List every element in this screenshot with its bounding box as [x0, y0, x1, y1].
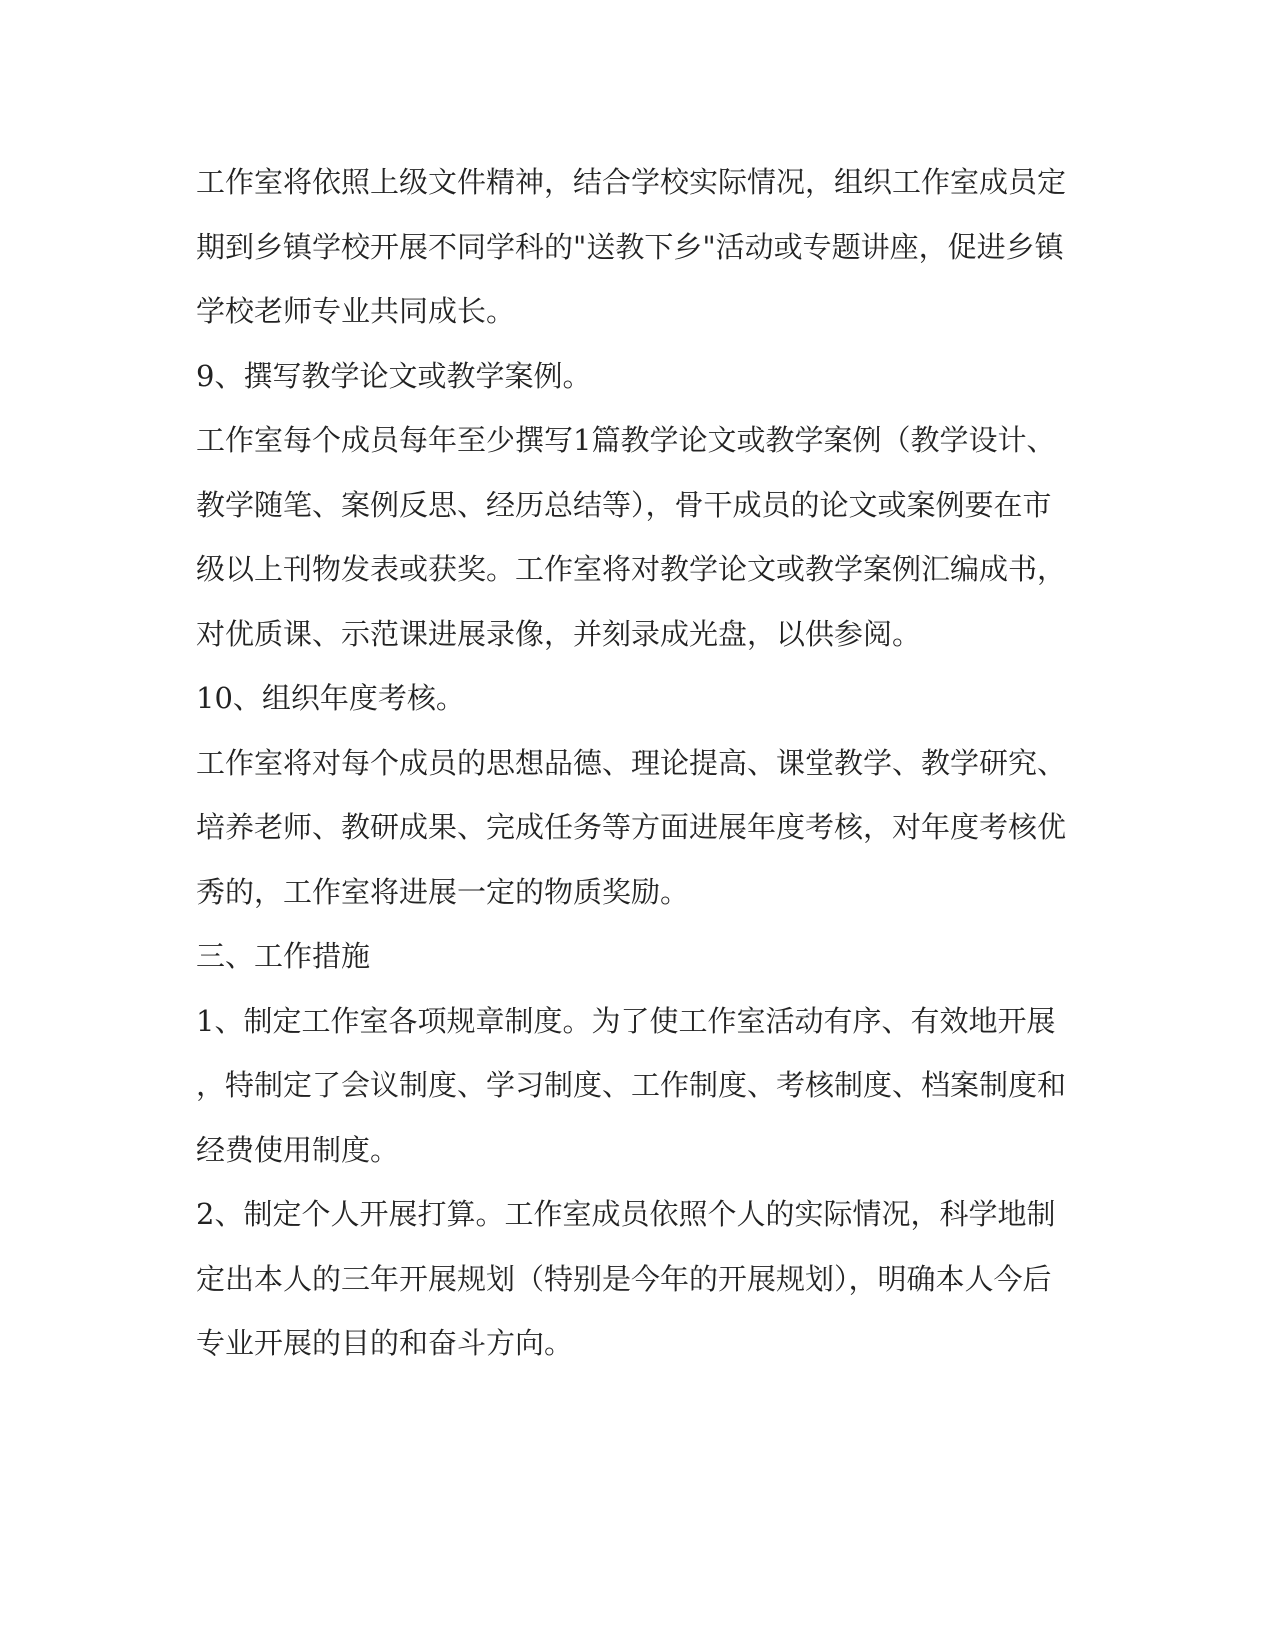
text-line: 工作室将依照上级文件精神，结合学校实际情况，组织工作室成员定 [196, 165, 1067, 199]
text-line: 2、制定个人开展打算。工作室成员依照个人的实际情况，科学地制 [196, 1197, 1056, 1231]
item-heading: 10、组织年度考核。 [196, 681, 465, 715]
section-heading: 三、工作措施 [196, 939, 371, 973]
text-line: 学校老师专业共同成长。 [196, 294, 516, 328]
item-heading: 9、撰写教学论文或教学案例。 [196, 358, 592, 393]
text-line: 定出本人的三年开展规划（特别是今年的开展规划），明确本人今后 [196, 1261, 1052, 1296]
text-line: 教学随笔、案例反思、经历总结等），骨干成员的论文或案例要在市 [196, 487, 1052, 522]
text-line: 工作室将对每个成员的思想品德、理论提高、课堂教学、教学研究、 [196, 745, 1067, 780]
text-line: 工作室每个成员每年至少撰写1篇教学论文或教学案例（教学设计、 [196, 423, 1056, 457]
text-line: 1、制定工作室各项规章制度。为了使工作室活动有序、有效地开展 [196, 1003, 1056, 1038]
text-line: 培养老师、教研成果、完成任务等方面进展年度考核，对年度考核优 [196, 810, 1067, 844]
text-line: 级以上刊物发表或获奖。工作室将对教学论文或教学案例汇编成书， [196, 552, 1067, 586]
text-line: 秀的，工作室将进展一定的物质奖励。 [196, 874, 690, 909]
text-line: 期到乡镇学校开展不同学科的"送教下乡"活动或专题讲座，促进乡镇 [196, 229, 1064, 264]
text-line: 对优质课、示范课进展录像，并刻录成光盘，以供参阅。 [196, 616, 922, 651]
text-line: ，特制定了会议制度、学习制度、工作制度、考核制度、档案制度和 [196, 1068, 1067, 1102]
text-line: 经费使用制度。 [196, 1132, 400, 1167]
text-line: 专业开展的目的和奋斗方向。 [196, 1326, 574, 1360]
body-text [196, 150, 1096, 1376]
